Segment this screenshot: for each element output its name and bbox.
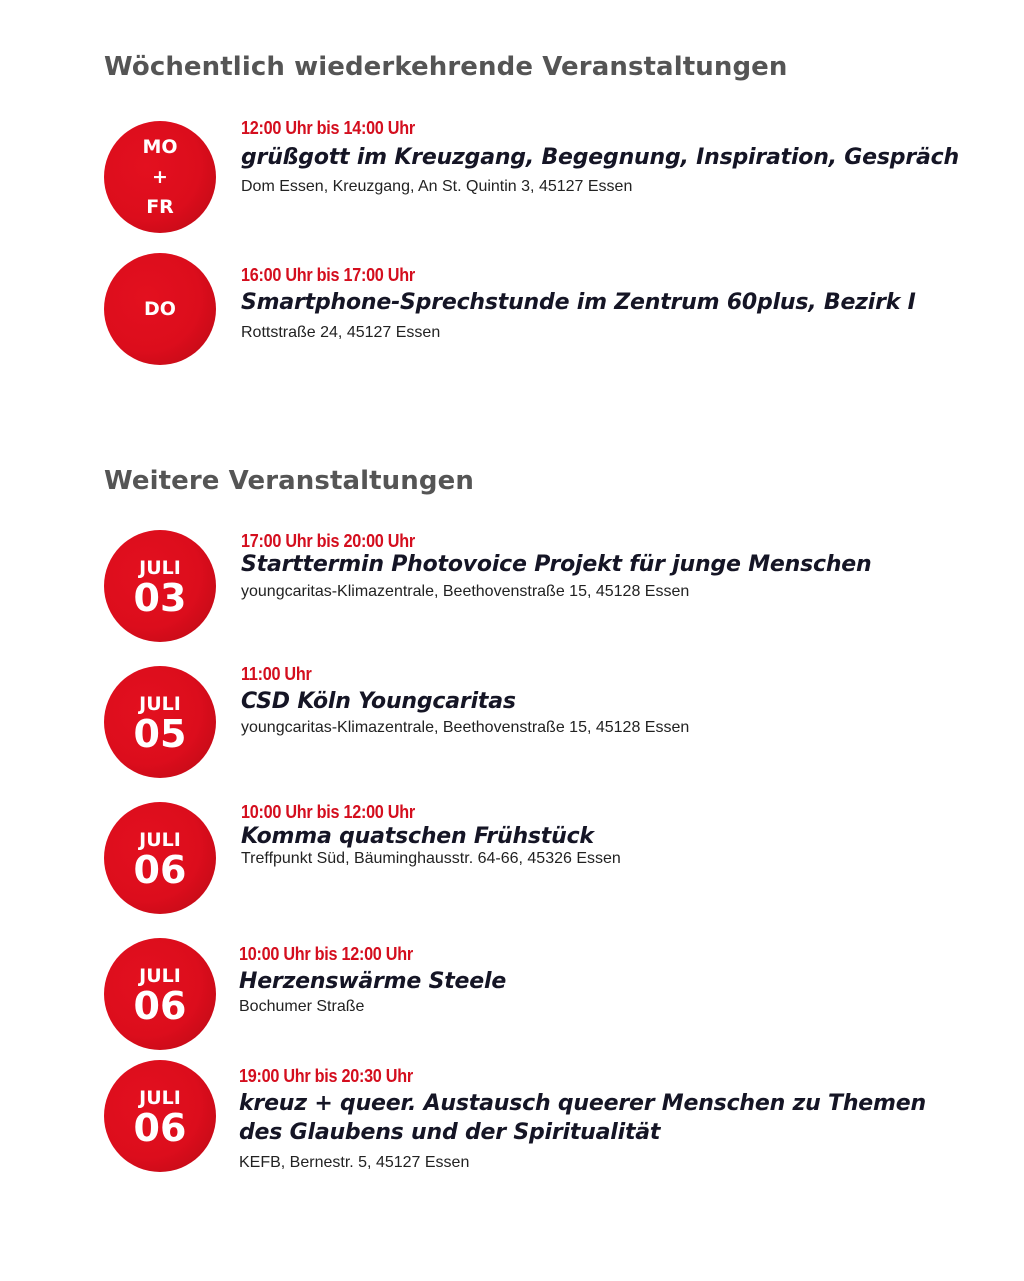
badge-month: JULI bbox=[139, 828, 181, 851]
badge-day-line: + bbox=[152, 166, 168, 188]
event-time: 10:00 Uhr bis 12:00 Uhr bbox=[239, 944, 413, 964]
badge-day: 03 bbox=[133, 575, 187, 620]
event-address: youngcaritas-Klimazentrale, Beethovenstraße 15, 45128 Essen bbox=[241, 583, 690, 600]
badge-month: JULI bbox=[139, 556, 181, 579]
badge-day: 06 bbox=[133, 1105, 187, 1150]
badge-day-line: DO bbox=[144, 298, 176, 320]
badge-day: 05 bbox=[133, 711, 187, 756]
event-title: kreuz + queer. Austausch queerer Menschen zu Themen des Glaubens und der Spiritualität bbox=[239, 1091, 926, 1145]
event-title: Starttermin Photovoice Projekt für junge Menschen bbox=[241, 552, 872, 577]
date-badge bbox=[104, 666, 216, 778]
event-title: CSD Köln Youngcaritas bbox=[241, 689, 516, 714]
date-badge bbox=[104, 1060, 216, 1172]
badge-month: JULI bbox=[139, 692, 181, 715]
date-badge bbox=[104, 938, 216, 1050]
further-section-heading: Weitere Veranstaltungen bbox=[104, 466, 474, 496]
event-address: Dom Essen, Kreuzgang, An St. Quintin 3, 45127 Essen bbox=[241, 178, 633, 195]
event-time: 16:00 Uhr bis 17:00 Uhr bbox=[241, 265, 415, 285]
badge-month: JULI bbox=[139, 1086, 181, 1109]
badge-day: 06 bbox=[133, 983, 187, 1028]
event-time: 12:00 Uhr bis 14:00 Uhr bbox=[241, 118, 415, 138]
badge-month: JULI bbox=[139, 964, 181, 987]
weekly-section-heading: Wöchentlich wiederkehrende Veranstaltungen bbox=[104, 52, 788, 82]
weekday-badge bbox=[104, 121, 216, 233]
event-title: Komma quatschen Frühstück bbox=[241, 824, 594, 849]
date-badge bbox=[104, 530, 216, 642]
event-time: 17:00 Uhr bis 20:00 Uhr bbox=[241, 531, 415, 551]
event-time: 10:00 Uhr bis 12:00 Uhr bbox=[241, 802, 415, 822]
event-time: 19:00 Uhr bis 20:30 Uhr bbox=[239, 1066, 413, 1086]
badge-day: 06 bbox=[133, 847, 187, 892]
event-title: grüßgott im Kreuzgang, Begegnung, Inspiration, Gespräch bbox=[241, 145, 959, 170]
event-title: Herzenswärme Steele bbox=[239, 969, 507, 994]
weekday-badge bbox=[104, 253, 216, 365]
date-badge bbox=[104, 802, 216, 914]
badge-day-line: MO bbox=[142, 136, 178, 158]
event-title: Smartphone-Sprechstunde im Zentrum 60plus, Bezirk I bbox=[241, 290, 916, 315]
badge-day-line: FR bbox=[146, 196, 174, 218]
event-address: youngcaritas-Klimazentrale, Beethovenstraße 15, 45128 Essen bbox=[241, 719, 690, 736]
event-address: Bochumer Straße bbox=[239, 998, 365, 1015]
event-address: Treffpunkt Süd, Bäuminghausstr. 64-66, 45326 Essen bbox=[241, 850, 621, 867]
event-address: Rottstraße 24, 45127 Essen bbox=[241, 324, 441, 341]
event-address: KEFB, Bernestr. 5, 45127 Essen bbox=[239, 1154, 470, 1171]
event-time: 11:00 Uhr bbox=[241, 664, 312, 684]
